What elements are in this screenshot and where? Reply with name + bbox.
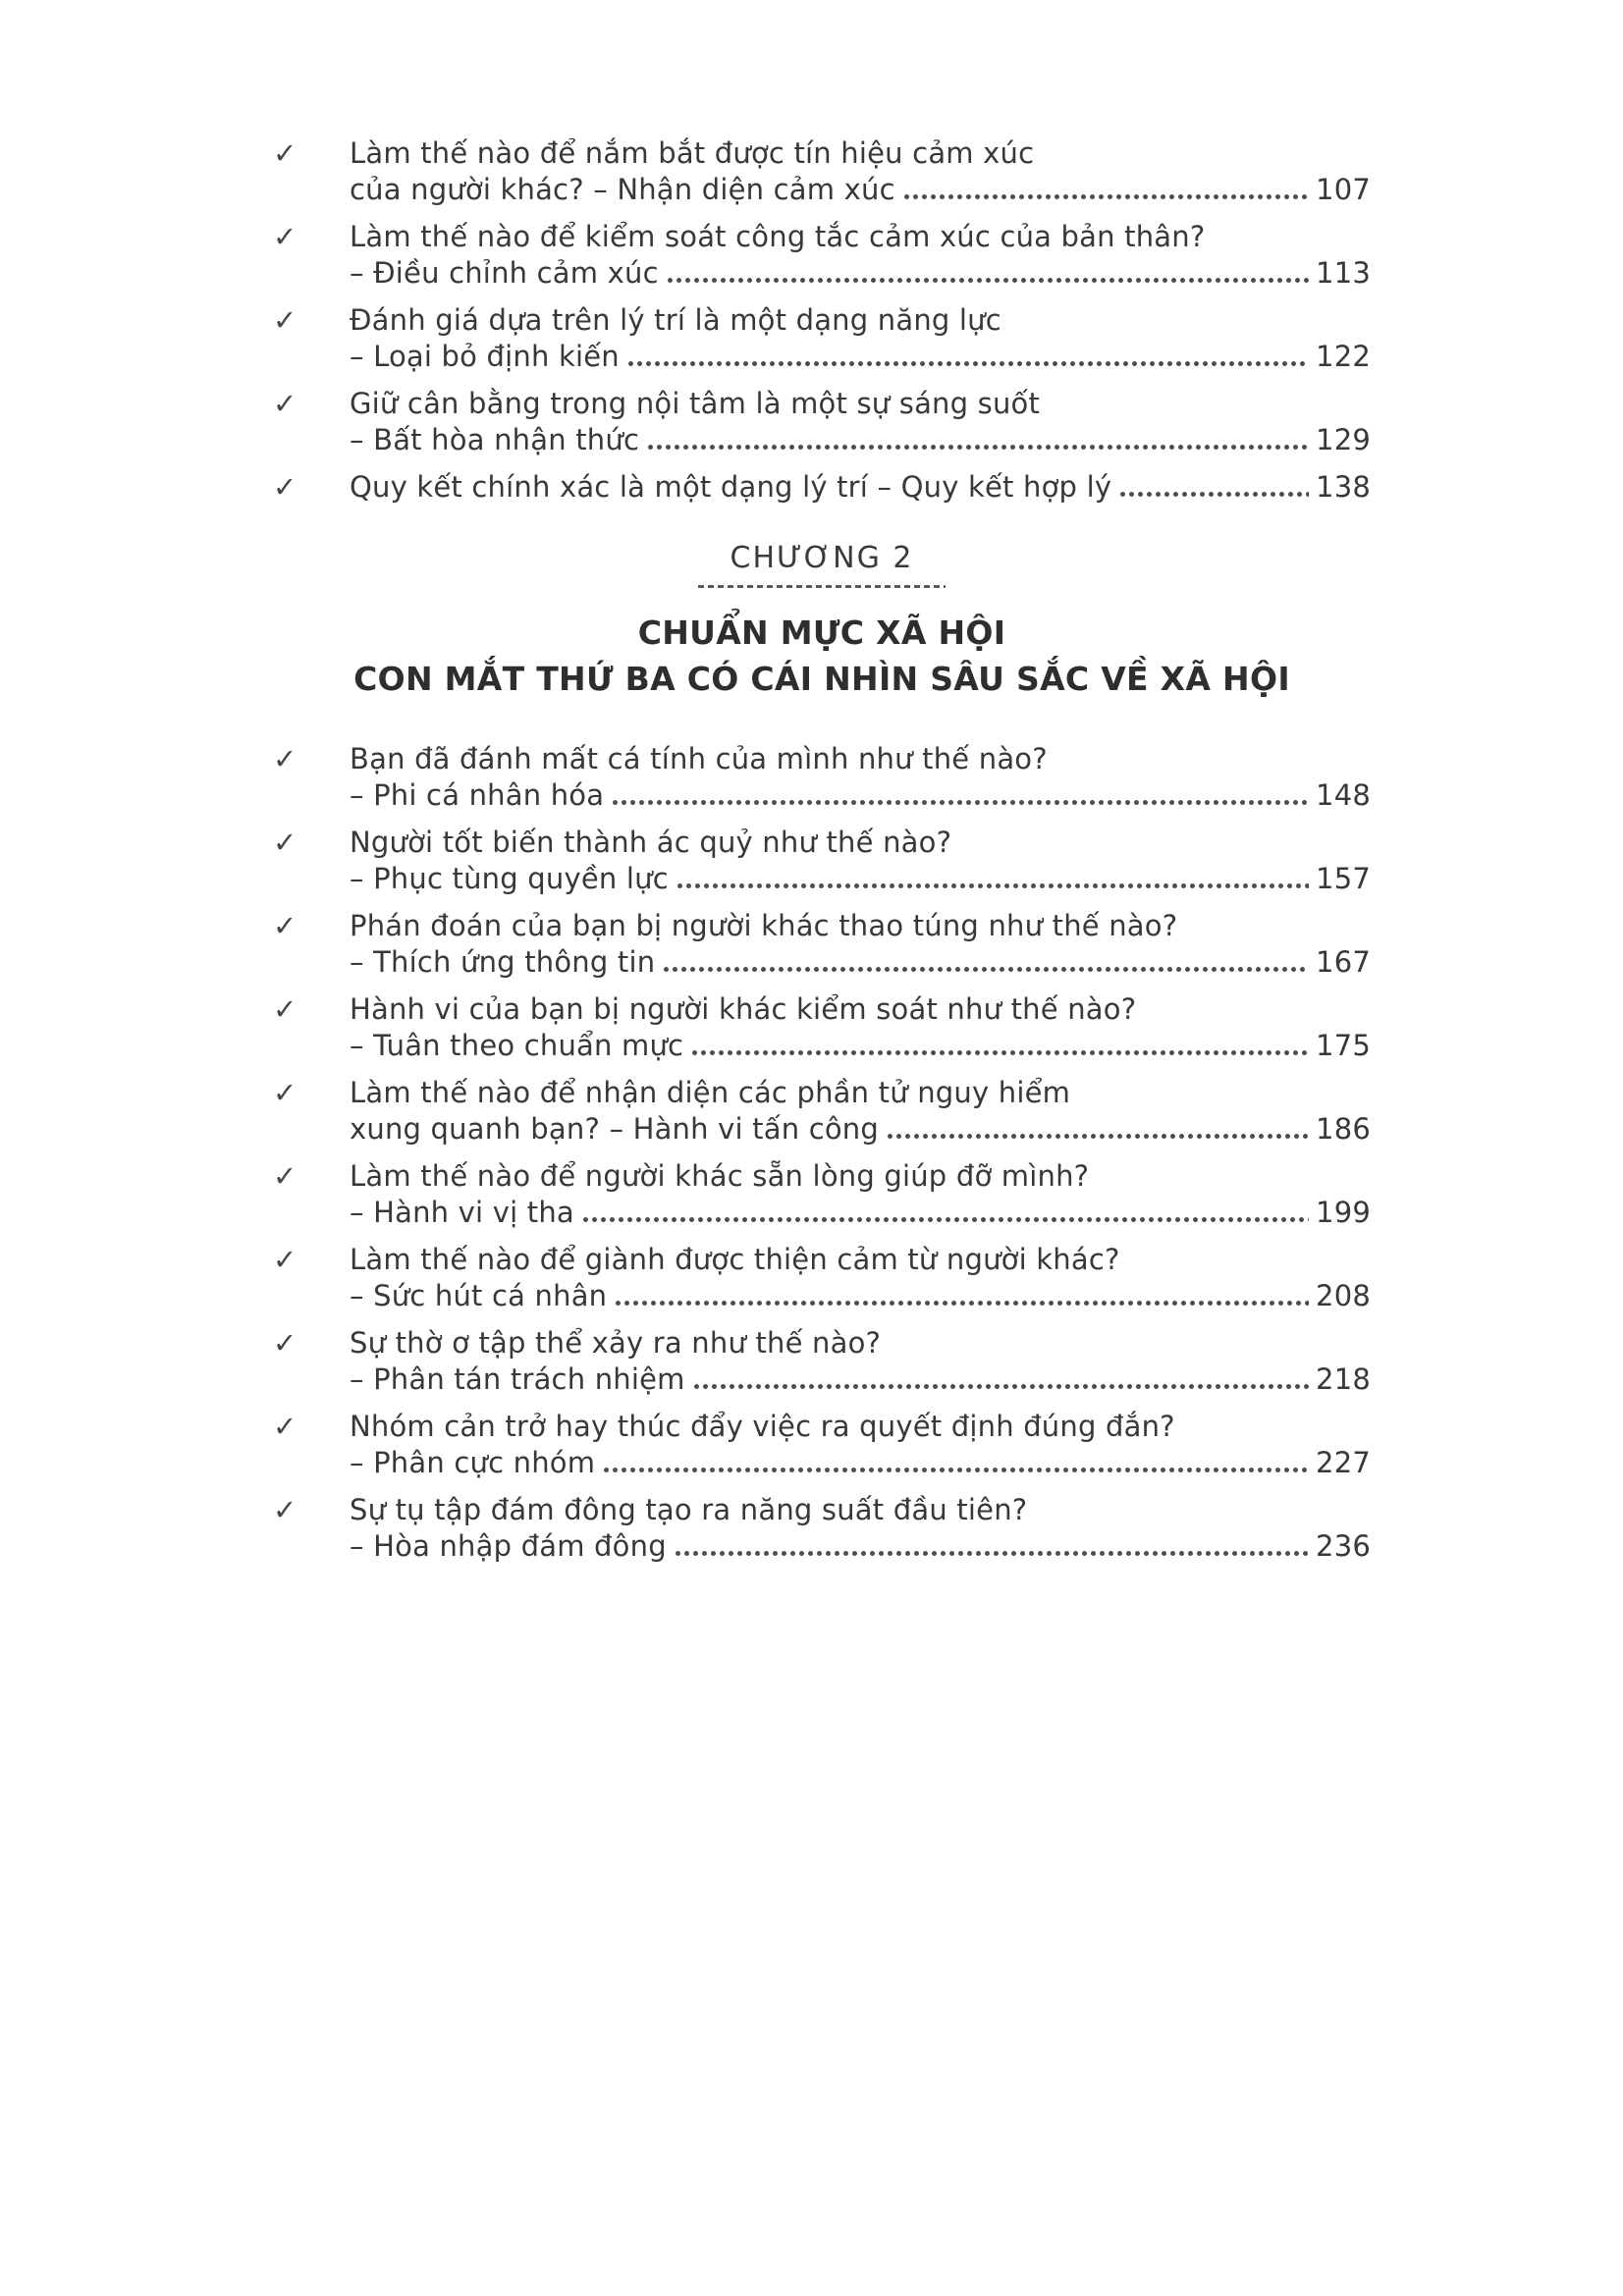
toc-entry-text: Làm thế nào để nắm bắt được tín hiệu cảm xúc: [350, 136, 1035, 170]
toc-entry-line: [350, 1528, 1371, 1565]
dot-leader: [1118, 490, 1309, 497]
toc-entry-text: Quy kết chính xác là một dạng lý trí – Quy kết hợp lý: [350, 470, 1112, 504]
check-icon: ✓: [273, 992, 298, 1026]
toc-entry: [273, 1325, 1371, 1398]
toc-entry: [273, 1409, 1371, 1481]
toc-entry-line: [350, 469, 1371, 506]
toc-entry-text: Làm thế nào để giành được thiện cảm từ người khác?: [350, 1243, 1120, 1276]
chapter-2-toc-list: [273, 741, 1371, 1565]
toc-page-number: 218: [1316, 1362, 1371, 1396]
toc-entry: [273, 825, 1371, 897]
toc-entry-text: – Phi cá nhân hóa: [350, 778, 605, 812]
toc-entry-line: [350, 1278, 1371, 1314]
toc-entry-line: [350, 219, 1371, 255]
toc-entry-body: [350, 741, 1371, 814]
toc-entry-text: Đánh giá dựa trên lý trí là một dạng năng lực: [350, 303, 1001, 337]
dot-leader: [886, 1132, 1309, 1139]
toc-entry-line: [350, 1158, 1371, 1195]
dot-leader: [676, 881, 1309, 888]
chapter-label: CHƯƠNG 2: [730, 541, 914, 575]
toc-entry-line: [350, 1492, 1371, 1528]
dot-leader: [611, 798, 1309, 805]
toc-entry-line: [350, 777, 1371, 814]
toc-entry-line: [350, 172, 1371, 208]
toc-entry-line: [350, 1409, 1371, 1445]
toc-entry-text: Người tốt biến thành ác quỷ như thế nào?: [350, 826, 952, 859]
chapter-heading: [273, 541, 1371, 702]
toc-entry-line: [350, 861, 1371, 897]
check-icon: ✓: [273, 303, 298, 337]
dot-leader: [674, 1549, 1309, 1556]
toc-entry: [273, 135, 1371, 208]
toc-entry-line: [350, 302, 1371, 339]
toc-entry-body: [350, 1492, 1371, 1565]
toc-entry-line: [350, 1362, 1371, 1398]
dot-leader: [690, 1048, 1309, 1055]
toc-entry-body: [350, 469, 1371, 506]
toc-entry-line: [350, 908, 1371, 944]
toc-entry-body: [350, 1325, 1371, 1398]
toc-entry-line: [350, 1242, 1371, 1278]
toc-entry-body: [350, 991, 1371, 1064]
check-icon: ✓: [273, 1493, 298, 1526]
toc-entry: [273, 469, 1371, 506]
toc-entry-text: – Bất hòa nhận thức: [350, 423, 640, 456]
dot-leader: [614, 1299, 1309, 1306]
toc-entry-line: [350, 1325, 1371, 1362]
dot-leader: [902, 192, 1309, 199]
toc-entry-text: – Phục tùng quyền lực: [350, 862, 669, 895]
chapter-title-line-1: CHUẨN MỰC XÃ HỘI: [637, 614, 1006, 652]
toc-entry-line: [350, 135, 1371, 172]
check-icon: ✓: [273, 826, 298, 859]
toc-entry-text: Sự tụ tập đám đông tạo ra năng suất đầu tiên?: [350, 1493, 1028, 1526]
toc-entry-line: [350, 991, 1371, 1028]
toc-page-number: 227: [1316, 1446, 1371, 1479]
check-icon: ✓: [273, 1243, 298, 1276]
check-icon: ✓: [273, 909, 298, 942]
toc-entry-text: Nhóm cản trở hay thúc đẩy việc ra quyết định đúng đắn?: [350, 1410, 1175, 1443]
check-icon: ✓: [273, 220, 298, 253]
toc-entry: [273, 1492, 1371, 1565]
toc-entry-line: [350, 741, 1371, 777]
check-icon: ✓: [273, 1326, 298, 1360]
check-icon: ✓: [273, 1159, 298, 1193]
toc-entry: [273, 1242, 1371, 1314]
dashed-underline: [698, 585, 946, 588]
toc-entry-text: Làm thế nào để kiểm soát công tắc cảm xúc của bản thân?: [350, 220, 1206, 253]
toc-page-number: 129: [1316, 423, 1371, 456]
toc-entry-line: [350, 1075, 1371, 1111]
toc-entry-line: [350, 1111, 1371, 1148]
dot-leader: [602, 1466, 1309, 1472]
toc-page-number: 199: [1316, 1196, 1371, 1229]
toc-entry-line: [350, 1445, 1371, 1481]
check-icon: ✓: [273, 470, 298, 504]
toc-entry: [273, 386, 1371, 458]
toc-entry-line: [350, 386, 1371, 422]
toc-entry-body: [350, 908, 1371, 981]
toc-entry-text: – Phân tán trách nhiệm: [350, 1362, 685, 1396]
toc-entry-text: xung quanh bạn? – Hành vi tấn công: [350, 1112, 879, 1146]
toc-entry-text: – Thích ứng thông tin: [350, 945, 656, 979]
chapter-1-toc-list: [273, 135, 1371, 506]
toc-page-number: 167: [1316, 945, 1371, 979]
toc-entry: [273, 741, 1371, 814]
toc-entry: [273, 908, 1371, 981]
toc-entry-body: [350, 386, 1371, 458]
toc-content: [273, 135, 1371, 1575]
check-icon: ✓: [273, 1076, 298, 1109]
toc-entry-line: [350, 1195, 1371, 1231]
toc-page-number: 122: [1316, 340, 1371, 373]
toc-entry-text: Làm thế nào để người khác sẵn lòng giúp đỡ mình?: [350, 1159, 1090, 1193]
toc-entry-body: [350, 1075, 1371, 1148]
check-icon: ✓: [273, 136, 298, 170]
toc-entry-text: của người khác? – Nhận diện cảm xúc: [350, 173, 895, 206]
toc-entry-text: – Hòa nhập đám đông: [350, 1529, 667, 1563]
toc-entry: [273, 991, 1371, 1064]
toc-page-number: 236: [1316, 1529, 1371, 1563]
toc-entry-text: Làm thế nào để nhận diện các phần tử nguy hiểm: [350, 1076, 1071, 1109]
toc-entry: [273, 302, 1371, 375]
toc-page-number: 157: [1316, 862, 1371, 895]
toc-entry-body: [350, 1242, 1371, 1314]
dot-leader: [626, 359, 1309, 366]
toc-entry-body: [350, 825, 1371, 897]
chapter-title: [273, 610, 1371, 702]
toc-entry: [273, 1075, 1371, 1148]
toc-page-number: 208: [1316, 1279, 1371, 1312]
dot-leader: [646, 443, 1309, 450]
toc-entry-body: [350, 1158, 1371, 1231]
dot-leader: [666, 276, 1309, 283]
check-icon: ✓: [273, 1410, 298, 1443]
toc-entry-line: [350, 1028, 1371, 1064]
toc-entry-text: Phán đoán của bạn bị người khác thao túng như thế nào?: [350, 909, 1178, 942]
toc-entry-text: Hành vi của bạn bị người khác kiểm soát như thế nào?: [350, 992, 1137, 1026]
toc-entry-line: [350, 339, 1371, 375]
toc-entry-body: [350, 135, 1371, 208]
toc-entry-line: [350, 825, 1371, 861]
toc-entry-text: – Hành vi vị tha: [350, 1196, 574, 1229]
toc-entry-text: – Điều chỉnh cảm xúc: [350, 256, 659, 290]
toc-entry-text: – Loại bỏ định kiến: [350, 340, 620, 373]
toc-page-number: 186: [1316, 1112, 1371, 1146]
chapter-label-wrap: [273, 541, 1371, 588]
toc-page-number: 113: [1316, 256, 1371, 290]
dot-leader: [581, 1215, 1309, 1222]
dot-leader: [692, 1382, 1309, 1389]
toc-entry-text: Giữ cân bằng trong nội tâm là một sự sáng suốt: [350, 387, 1041, 420]
toc-entry-text: – Sức hút cá nhân: [350, 1279, 608, 1312]
toc-entry-body: [350, 302, 1371, 375]
toc-entry-body: [350, 1409, 1371, 1481]
toc-entry-line: [350, 422, 1371, 458]
toc-entry: [273, 1158, 1371, 1231]
toc-entry-text: – Phân cực nhóm: [350, 1446, 596, 1479]
toc-entry: [273, 219, 1371, 292]
toc-page-number: 175: [1316, 1029, 1371, 1062]
toc-entry-text: Sự thờ ơ tập thể xảy ra như thế nào?: [350, 1326, 882, 1360]
toc-page-number: 107: [1316, 173, 1371, 206]
check-icon: ✓: [273, 387, 298, 420]
toc-entry-body: [350, 219, 1371, 292]
toc-entry-line: [350, 944, 1371, 981]
dot-leader: [662, 965, 1309, 972]
toc-page-number: 148: [1316, 778, 1371, 812]
toc-entry-text: – Tuân theo chuẩn mực: [350, 1029, 684, 1062]
chapter-title-line-2: CON MẮT THỨ BA CÓ CÁI NHÌN SÂU SẮC VỀ XÃ HỘI: [353, 660, 1290, 698]
toc-page-number: 138: [1316, 470, 1371, 504]
toc-entry-text: Bạn đã đánh mất cá tính của mình như thế nào?: [350, 742, 1048, 775]
toc-entry-line: [350, 255, 1371, 292]
check-icon: ✓: [273, 742, 298, 775]
